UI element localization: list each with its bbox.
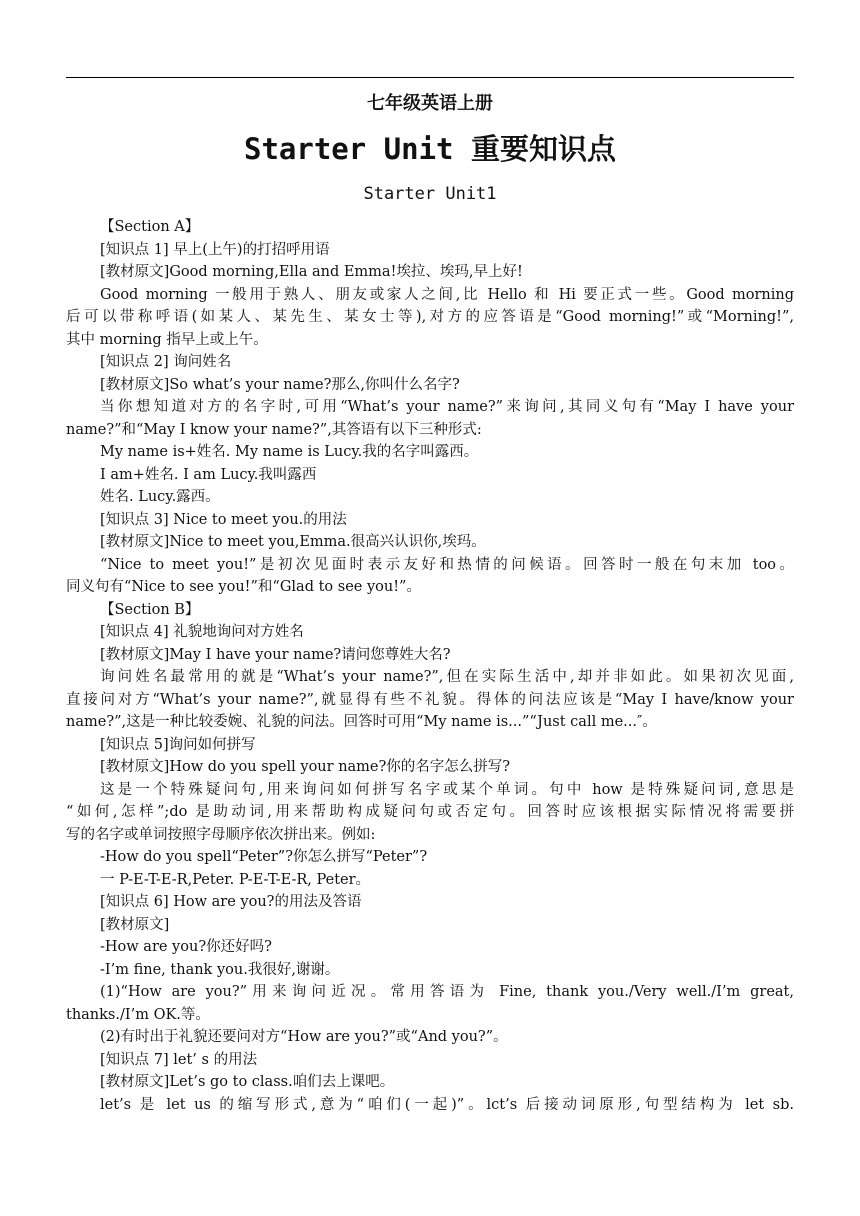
example-line: My name is+姓名. My name is Lucy.我的名字叫露西。 bbox=[100, 444, 479, 460]
paragraph-line: 其中 morning 指早上或上午。 bbox=[66, 331, 268, 348]
knowledge-point-heading: [知识点 5]询问如何拼写 bbox=[100, 736, 256, 753]
paragraph-line: 这是一个特殊疑问句,用来询问如何拼写名字或某个单词。句中 how 是特殊疑问词,意思是 bbox=[100, 781, 794, 798]
paragraph-line: 同义句有“Nice to see you!”和“Glad to see you!”。 bbox=[66, 579, 421, 595]
grade-heading: 七年级英语上册 bbox=[367, 93, 493, 114]
knowledge-point-heading: [知识点 4] 礼貌地询问对方姓名 bbox=[100, 624, 304, 640]
knowledge-point-heading: [知识点 3] Nice to meet you.的用法 bbox=[100, 511, 347, 528]
paragraph-line: thanks./I’m OK.等。 bbox=[66, 1006, 210, 1023]
paragraph-line: name?”和“May I know your name?”,其答语有以下三种形式: bbox=[66, 421, 482, 438]
example-line: -I’m fine, thank you.我很好,谢谢。 bbox=[100, 961, 340, 978]
example-line: 姓名. Lucy.露西。 bbox=[100, 489, 220, 505]
example-line: -How are you?你还好吗? bbox=[100, 939, 272, 955]
knowledge-point-heading: [知识点 2] 询问姓名 bbox=[100, 354, 232, 370]
paragraph-line: 后可以带称呼语(如某人、某先生、某女士等),对方的应答语是“Good morning!”或“Morning!”, bbox=[66, 309, 794, 325]
knowledge-point-heading: [知识点 1] 早上(上午)的打招呼用语 bbox=[100, 241, 330, 258]
textbook-quote: [教材原文]Let’s go to class.咱们去上课吧。 bbox=[100, 1074, 395, 1090]
textbook-quote: [教材原文]Nice to meet you,Emma.很高兴认识你,埃玛。 bbox=[100, 534, 486, 550]
top-rule bbox=[66, 77, 794, 78]
paragraph-line: let’s 是 let us 的缩写形式,意为“咱们(一起)”。lct’s 后接动词原形,句型结构为 let sb. bbox=[100, 1096, 794, 1113]
textbook-quote: [教材原文]May I have your name?请问您尊姓大名? bbox=[100, 646, 451, 663]
knowledge-point-heading: [知识点 7] let’ s 的用法 bbox=[100, 1051, 258, 1068]
paragraph-line: (2)有时出于礼貌还要问对方“How are you?”或“And you?”。 bbox=[100, 1029, 508, 1045]
knowledge-point-heading: [知识点 6] How are you?的用法及答语 bbox=[100, 894, 362, 910]
paragraph-line: name?”,这是一种比较委婉、礼貌的问法。回答时可用“My name is...”“Just call me...″。 bbox=[66, 714, 657, 730]
textbook-quote: [教材原文]How do you spell your name?你的名字怎么拼写? bbox=[100, 759, 511, 775]
paragraph-line: 写的名字或单词按照字母顺序依次拼出来。例如: bbox=[66, 826, 376, 843]
page-title: Starter Unit 重要知识点 bbox=[244, 132, 616, 166]
example-line: I am+姓名. I am Lucy.我叫露西 bbox=[100, 466, 317, 483]
paragraph-line: 直接问对方“What’s your name?”,就显得有些不礼貌。得体的问法应该是“May I have/know your bbox=[66, 691, 794, 708]
paragraph-line: 当你想知道对方的名字时,可用“What’s your name?”来询问,其同义句有“May I have your bbox=[100, 399, 794, 415]
paragraph-line: “如何,怎样”;do 是助动词,用来帮助构成疑问句或否定句。回答时应该根据实际情况将需要拼 bbox=[66, 804, 794, 820]
paragraph-line: 询问姓名最常用的就是“What’s your name?”,但在实际生活中,却并非如此。如果初次见面, bbox=[100, 669, 794, 685]
example-line: -How do you spell“Peter”?你怎么拼写“Peter”? bbox=[100, 849, 428, 865]
textbook-quote: [教材原文]So what’s your name?那么,你叫什么名字? bbox=[100, 376, 460, 393]
example-line: 一 P-E-T-E-R,Peter. P-E-T-E-R, Peter。 bbox=[100, 871, 371, 888]
section-heading: 【Section B】 bbox=[100, 601, 200, 618]
unit-subtitle: Starter Unit1 bbox=[363, 184, 497, 204]
paragraph-line: Good morning 一般用于熟人、朋友或家人之间,比 Hello 和 Hi 要正式一些。Good morning bbox=[100, 286, 794, 303]
paragraph-line: (1)“How are you?”用来询问近况。常用答语为 Fine, thank you./Very well./I’m great, bbox=[100, 984, 794, 1000]
textbook-quote: [教材原文]Good morning,Ella and Emma!埃拉、埃玛,早上好! bbox=[100, 264, 523, 280]
section-heading: 【Section A】 bbox=[100, 219, 200, 235]
textbook-quote: [教材原文] bbox=[100, 916, 170, 933]
paragraph-line: “Nice to meet you!”是初次见面时表示友好和热情的问候语。回答时一般在句末加 too。 bbox=[100, 556, 794, 573]
